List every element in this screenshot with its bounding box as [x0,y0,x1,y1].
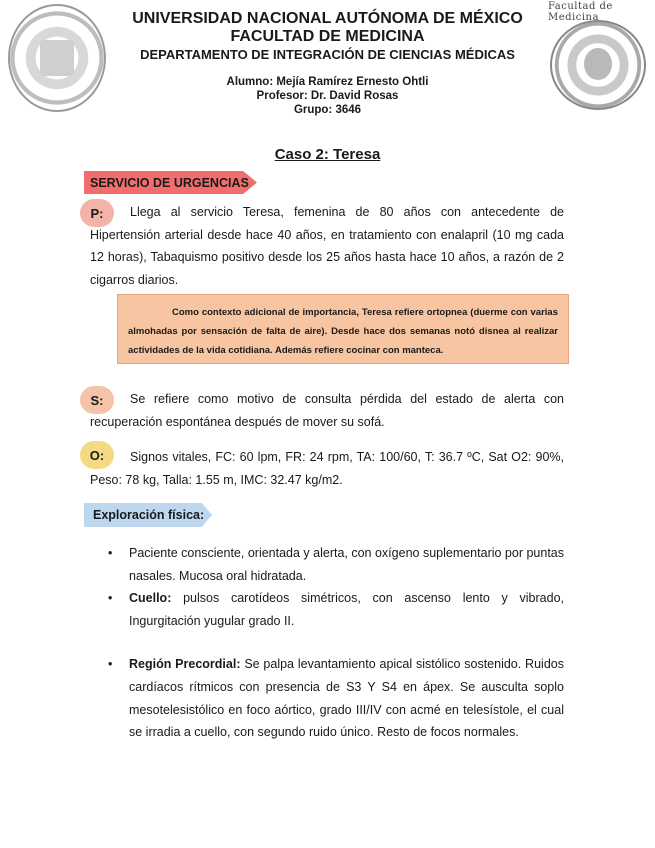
unam-seal-logo [8,4,106,112]
faculty-of-medicine-logo [550,20,646,110]
case-title: Caso 2: Teresa [274,146,381,163]
faculty-logo-caption: Facultad de Medicina [548,1,613,23]
exploration-title: Exploración física: [93,508,205,522]
list-item [106,587,564,632]
s-text: Se refiere como motivo de consulta pérdida del estado de alerta con recuperación espontánea después de mover su sofá. [90,392,564,429]
university-title: UNIVERSIDAD NACIONAL AUTÓNOMA DE MÉXICO [132,10,523,27]
student-name: Alumno: Mejía Ramírez Ernesto Ohtli [226,76,429,88]
department-title: DEPARTAMENTO DE INTEGRACIÓN DE CIENCIAS MÉDICAS [140,47,515,62]
o-text: Signos vitales, FC: 60 lpm, FR: 24 rpm, TA: 100/60, T: 36.7 ºC, Sat O2: 90%, Peso: 78 kg, Talla: 1.55 m, IMC: 32.47 kg/m2. [90,450,564,487]
p-text: Llega al servicio Teresa, femenina de 80 años con antecedente de Hipertensión arterial desde hace 40 años, en tratamiento con enalapril (10 mg cada 12 horas), Tabaquismo positivo desde los 25 años hasta hace 10 años, a razón de 2 cigarros diarios. [90,205,564,287]
item-label: Cuello: [129,591,172,606]
group-number: Grupo: 3646 [293,104,362,116]
faculty-title: FACULTAD DE MEDICINA [230,28,425,45]
s-paragraph [90,388,564,433]
professor-name: Profesor: Dr. David Rosas [256,90,399,102]
service-label: SERVICIO DE URGENCIAS [90,176,249,190]
p-paragraph [90,201,564,291]
item-label: Región Precordial: [129,657,241,672]
badge-s: S: [80,386,114,414]
exploration-list [106,542,564,744]
item-text: pulsos carotídeos simétricos, con ascenso lento y vibrado, Ingurgitación yugular grado II. [129,591,564,628]
badge-p: P: [80,199,114,227]
o-paragraph [90,446,564,491]
list-item [106,542,564,587]
context-note [117,294,569,364]
badge-o: O: [80,441,114,469]
note-text: Como contexto adicional de importancia, Teresa refiere ortopnea (duerme con varias almohadas por sensación de falta de aire). Desde hace dos semanas notó disnea al realizar actividades de la vida cotidiana. Además refiere cocinar con manteca. [128,307,558,356]
list-item [106,653,564,743]
item-text: Se palpa levantamiento apical sistólico sostenido. Ruidos cardíacos rítmicos con presencia de S3 Y S4 en ápex. Se ausculta soplo mesotelesistólico en foco aórtico, grado III/IV con acmé en telesístole, el cual se irradia a cuello, con segundo ruido único. Resto de focos normales. [129,657,564,740]
item-text: Paciente consciente, orientada y alerta, con oxígeno suplementario por puntas nasales. Mucosa oral hidratada. [129,546,564,583]
